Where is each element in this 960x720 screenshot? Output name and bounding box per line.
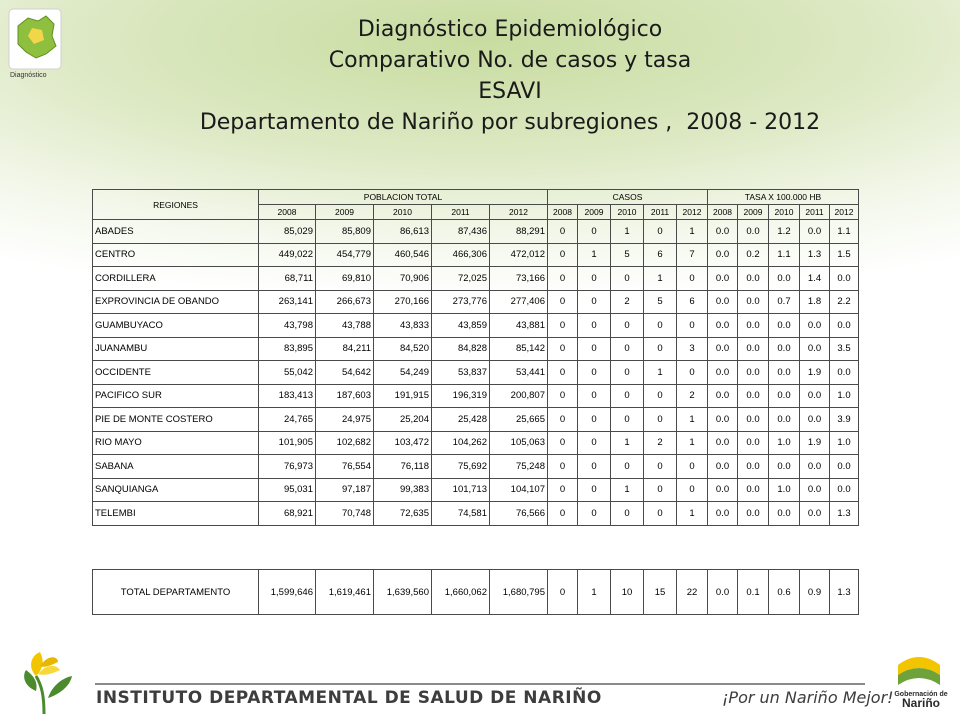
population-cell: 43,788 [316,314,374,338]
region-cell: PACIFICO SUR [93,384,259,408]
cases-cell: 1 [677,431,708,455]
rate-cell: 1.2 [769,220,800,244]
rate-cell: 0.0 [708,337,738,361]
table-row [93,478,859,502]
cases-cell: 0 [611,337,644,361]
cases-cell: 0 [578,431,611,455]
rate-cell: 0.0 [738,408,769,432]
cases-cell: 0 [644,455,677,479]
population-cell: 466,306 [432,243,490,267]
rate-cell: 1.4 [800,267,830,291]
rate-cell: 0.0 [769,455,800,479]
cases-cell: 1 [611,478,644,502]
rate-cell: 0.0 [708,267,738,291]
rate-cell: 0.0 [830,455,859,479]
table-row [93,384,859,408]
rate-header: TASA X 100.000 HB [708,190,859,205]
population-cell: 101,713 [432,478,490,502]
cases-cell: 0 [548,455,578,479]
year-header: 2010 [374,205,432,220]
cases-cell: 0 [677,455,708,479]
population-cell: 85,142 [490,337,548,361]
cases-cell: 0 [548,337,578,361]
population-cell: 84,520 [374,337,432,361]
population-cell: 53,837 [432,361,490,385]
page-title [60,14,960,138]
logo-caption: Diagnóstico [10,72,47,79]
rate-cell: 1.1 [830,220,859,244]
cases-cell: 2 [677,384,708,408]
title-line-4: Departamento de Nariño por subregiones , 2008 - 2012 [199,110,821,135]
rate-cell: 1.8 [800,290,830,314]
rate-cell: 0.0 [738,267,769,291]
population-cell: 75,248 [490,455,548,479]
total-population-cell: 1,599,646 [259,570,316,615]
rate-cell: 0.0 [738,502,769,526]
rate-cell: 0.0 [769,267,800,291]
population-cell: 102,682 [316,431,374,455]
region-cell: RIO MAYO [93,431,259,455]
population-cell: 196,319 [432,384,490,408]
rate-cell: 0.0 [738,478,769,502]
cases-cell: 0 [611,267,644,291]
cases-cell: 0 [644,337,677,361]
total-label-cell: TOTAL DEPARTAMENTO [93,570,259,615]
rate-cell: 0.0 [708,455,738,479]
region-cell: GUAMBUYACO [93,314,259,338]
cases-cell: 0 [548,220,578,244]
cases-cell: 0 [578,384,611,408]
total-cases-cell: 22 [677,570,708,615]
regions-header: REGIONES [93,190,259,220]
total-population-cell: 1,639,560 [374,570,432,615]
total-table [92,569,859,615]
population-cell: 25,665 [490,408,548,432]
population-cell: 70,906 [374,267,432,291]
year-header: 2008 [708,205,738,220]
rate-cell: 3.9 [830,408,859,432]
total-cases-cell: 1 [578,570,611,615]
population-cell: 24,765 [259,408,316,432]
cases-cell: 0 [578,290,611,314]
rate-cell: 1.3 [800,243,830,267]
cases-cell: 7 [677,243,708,267]
total-population-cell: 1,680,795 [490,570,548,615]
region-cell: OCCIDENTE [93,361,259,385]
population-cell: 54,642 [316,361,374,385]
region-cell: PIE DE MONTE COSTERO [93,408,259,432]
population-cell: 68,921 [259,502,316,526]
rate-cell: 0.0 [830,478,859,502]
population-cell: 104,107 [490,478,548,502]
rate-cell: 0.0 [800,384,830,408]
population-cell: 25,428 [432,408,490,432]
cases-cell: 1 [677,220,708,244]
rate-cell: 1.0 [769,478,800,502]
rate-cell: 0.0 [800,337,830,361]
table-row [93,361,859,385]
population-cell: 75,692 [432,455,490,479]
population-cell: 454,779 [316,243,374,267]
population-cell: 449,022 [259,243,316,267]
population-cell: 76,118 [374,455,432,479]
table-row [93,431,859,455]
institute-flower-logo [14,646,84,716]
population-cell: 103,472 [374,431,432,455]
population-cell: 277,406 [490,290,548,314]
rate-cell: 0.7 [769,290,800,314]
cases-cell: 1 [677,408,708,432]
total-rate-cell: 0.1 [738,570,769,615]
total-population-cell: 1,660,062 [432,570,490,615]
year-header: 2009 [578,205,611,220]
region-cell: ABADES [93,220,259,244]
total-cases-cell: 10 [611,570,644,615]
rate-cell: 0.0 [769,502,800,526]
rate-cell: 0.0 [830,267,859,291]
population-cell: 86,613 [374,220,432,244]
cases-cell: 0 [548,314,578,338]
rate-cell: 0.0 [830,361,859,385]
population-cell: 84,211 [316,337,374,361]
title-line-3: ESAVI [478,79,542,104]
rate-cell: 0.0 [708,314,738,338]
total-rate-cell: 1.3 [830,570,859,615]
rate-cell: 0.0 [800,220,830,244]
cases-cell: 0 [611,408,644,432]
rate-cell: 1.5 [830,243,859,267]
rate-cell: 3.5 [830,337,859,361]
rate-cell: 0.0 [769,361,800,385]
table-row [93,290,859,314]
cases-cell: 0 [644,478,677,502]
population-cell: 104,262 [432,431,490,455]
cases-cell: 0 [677,267,708,291]
rate-cell: 0.0 [800,314,830,338]
region-cell: CORDILLERA [93,267,259,291]
year-header: 2008 [259,205,316,220]
cases-cell: 0 [548,243,578,267]
cases-cell: 2 [611,290,644,314]
population-cell: 101,905 [259,431,316,455]
cases-cell: 0 [578,361,611,385]
cases-cell: 0 [548,384,578,408]
population-cell: 43,881 [490,314,548,338]
total-table-container [92,569,859,615]
cases-cell: 0 [578,267,611,291]
cases-cell: 0 [548,361,578,385]
population-cell: 273,776 [432,290,490,314]
cases-cell: 1 [677,502,708,526]
rate-cell: 0.0 [708,220,738,244]
region-cell: JUANAMBU [93,337,259,361]
rate-cell: 0.0 [830,314,859,338]
cases-cell: 1 [644,267,677,291]
total-row [93,570,859,615]
population-cell: 83,895 [259,337,316,361]
rate-cell: 0.0 [800,455,830,479]
year-header: 2012 [490,205,548,220]
rate-cell: 2.2 [830,290,859,314]
rate-cell: 1.0 [830,384,859,408]
population-cell: 99,383 [374,478,432,502]
rate-cell: 0.0 [738,337,769,361]
population-cell: 68,711 [259,267,316,291]
population-cell: 25,204 [374,408,432,432]
rate-cell: 0.0 [708,243,738,267]
rate-cell: 0.0 [708,478,738,502]
cases-cell: 1 [611,431,644,455]
population-cell: 97,187 [316,478,374,502]
population-cell: 54,249 [374,361,432,385]
data-table-container [92,189,859,526]
population-header: POBLACION TOTAL [259,190,548,205]
table-row [93,502,859,526]
rate-cell: 0.0 [738,314,769,338]
total-cases-cell: 0 [548,570,578,615]
population-cell: 76,973 [259,455,316,479]
cases-cell: 0 [611,384,644,408]
population-cell: 85,809 [316,220,374,244]
total-rate-cell: 0.9 [800,570,830,615]
population-cell: 55,042 [259,361,316,385]
region-cell: SANQUIANGA [93,478,259,502]
rate-cell: 0.0 [738,455,769,479]
cases-cell: 0 [677,314,708,338]
rate-cell: 1.3 [830,502,859,526]
rate-cell: 0.0 [800,478,830,502]
cases-cell: 0 [611,502,644,526]
population-cell: 74,581 [432,502,490,526]
cases-cell: 0 [578,502,611,526]
cases-cell: 0 [644,502,677,526]
rate-cell: 0.0 [708,502,738,526]
year-header: 2010 [611,205,644,220]
cases-cell: 0 [578,220,611,244]
cases-cell: 2 [644,431,677,455]
population-cell: 72,635 [374,502,432,526]
slogan: ¡Por un Nariño Mejor! [722,688,894,707]
population-cell: 43,859 [432,314,490,338]
cases-cell: 6 [677,290,708,314]
table-row [93,220,859,244]
rate-cell: 0.0 [769,408,800,432]
cases-cell: 0 [611,455,644,479]
rate-cell: 1.9 [800,361,830,385]
rate-cell: 0.0 [769,314,800,338]
institute-name: INSTITUTO DEPARTAMENTAL DE SALUD DE NARIÑO [96,688,602,708]
population-cell: 73,166 [490,267,548,291]
cases-cell: 0 [578,408,611,432]
year-header: 2012 [677,205,708,220]
population-cell: 270,166 [374,290,432,314]
rate-cell: 1.9 [800,431,830,455]
rate-cell: 0.0 [769,337,800,361]
cases-cell: 0 [644,220,677,244]
table-row [93,408,859,432]
region-cell: CENTRO [93,243,259,267]
population-cell: 87,436 [432,220,490,244]
footer-divider [95,683,865,685]
population-cell: 72,025 [432,267,490,291]
population-cell: 69,810 [316,267,374,291]
cases-cell: 0 [578,314,611,338]
cases-cell: 0 [548,502,578,526]
population-cell: 95,031 [259,478,316,502]
gobernacion-text [891,690,951,708]
cases-cell: 1 [578,243,611,267]
cases-cell: 0 [548,267,578,291]
title-line-1: Diagnóstico Epidemiológico [357,17,663,42]
cases-cell: 0 [677,478,708,502]
table-row [93,455,859,479]
region-cell: TELEMBI [93,502,259,526]
cases-cell: 5 [611,243,644,267]
population-cell: 191,915 [374,384,432,408]
population-cell: 85,029 [259,220,316,244]
gobernacion-line-2: Nariño [901,696,940,710]
population-cell: 460,546 [374,243,432,267]
cases-cell: 1 [611,220,644,244]
total-cases-cell: 15 [644,570,677,615]
table-row [93,267,859,291]
cases-cell: 0 [548,408,578,432]
rate-cell: 0.0 [769,384,800,408]
cases-cell: 6 [644,243,677,267]
year-header: 2008 [548,205,578,220]
title-line-2: Comparativo No. de casos y tasa [328,48,692,73]
year-header: 2010 [769,205,800,220]
population-cell: 43,833 [374,314,432,338]
rate-cell: 0.0 [800,408,830,432]
cases-cell: 5 [644,290,677,314]
cases-cell: 3 [677,337,708,361]
population-cell: 183,413 [259,384,316,408]
population-cell: 43,798 [259,314,316,338]
total-rate-cell: 0.0 [708,570,738,615]
gobernacion-line-1: Gobernación de [894,691,948,698]
rate-cell: 0.2 [738,243,769,267]
cases-cell: 0 [644,408,677,432]
cases-cell: 0 [578,337,611,361]
esavi-table [92,189,859,526]
population-cell: 24,975 [316,408,374,432]
population-cell: 266,673 [316,290,374,314]
cases-cell: 0 [548,431,578,455]
population-cell: 76,566 [490,502,548,526]
year-header: 2011 [644,205,677,220]
year-header: 2012 [830,205,859,220]
region-cell: SABANA [93,455,259,479]
population-cell: 53,441 [490,361,548,385]
year-header: 2011 [800,205,830,220]
rate-cell: 1.1 [769,243,800,267]
total-rate-cell: 0.6 [769,570,800,615]
region-cell: EXPROVINCIA DE OBANDO [93,290,259,314]
rate-cell: 0.0 [708,408,738,432]
table-row [93,243,859,267]
population-cell: 200,807 [490,384,548,408]
cases-cell: 0 [644,314,677,338]
nariño-map-logo [8,8,62,70]
cases-cell: 0 [611,361,644,385]
cases-cell: 1 [644,361,677,385]
cases-cell: 0 [644,384,677,408]
cases-header: CASOS [548,190,708,205]
cases-cell: 0 [578,455,611,479]
rate-cell: 1.0 [769,431,800,455]
rate-cell: 0.0 [708,431,738,455]
rate-cell: 0.0 [738,384,769,408]
population-cell: 76,554 [316,455,374,479]
cases-cell: 0 [548,478,578,502]
population-cell: 105,063 [490,431,548,455]
population-cell: 70,748 [316,502,374,526]
rate-cell: 0.0 [708,290,738,314]
total-population-cell: 1,619,461 [316,570,374,615]
year-header: 2009 [316,205,374,220]
cases-cell: 0 [611,314,644,338]
year-header: 2009 [738,205,769,220]
rate-cell: 0.0 [708,384,738,408]
population-cell: 84,828 [432,337,490,361]
rate-cell: 0.0 [738,290,769,314]
year-header: 2011 [432,205,490,220]
population-cell: 88,291 [490,220,548,244]
rate-cell: 0.0 [800,502,830,526]
cases-cell: 0 [677,361,708,385]
rate-cell: 0.0 [738,220,769,244]
population-cell: 187,603 [316,384,374,408]
cases-cell: 0 [548,290,578,314]
rate-cell: 0.0 [738,431,769,455]
population-cell: 263,141 [259,290,316,314]
table-row [93,314,859,338]
rate-cell: 1.0 [830,431,859,455]
rate-cell: 0.0 [708,361,738,385]
cases-cell: 0 [578,478,611,502]
population-cell: 472,012 [490,243,548,267]
rate-cell: 0.0 [738,361,769,385]
table-row [93,337,859,361]
